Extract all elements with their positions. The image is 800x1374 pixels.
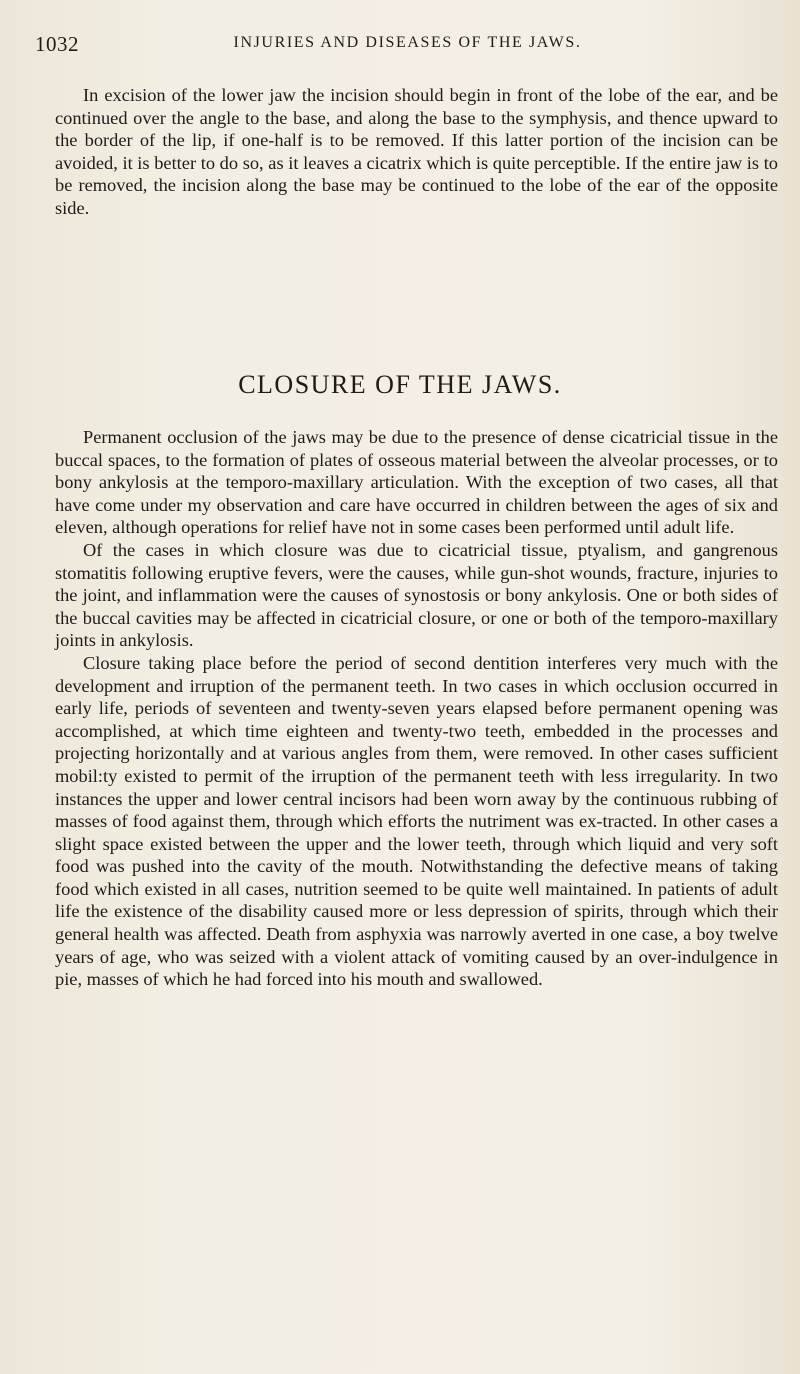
section-text-block — [55, 426, 778, 991]
running-header — [35, 32, 780, 58]
paragraph: In excision of the lower jaw the incision should begin in front of the lobe of the ear, and be continued over the angle to the base, and along the base to the symphysis, and thence upward to the border of the lip, if one-half is to be removed. If this latter portion of the incision can be avoided, it is better to do so, as it leaves a cicatrix which is quite perceptible. If the entire jaw is to be removed, the incision along the base may be continued to the lobe of the ear of the opposite side. — [55, 85, 778, 218]
paragraph: Of the cases in which closure was due to cicatricial tissue, ptyalism, and gangrenous stomatitis following eruptive fevers, were the causes, while gun-shot wounds, fracture, injuries to the joint, and inflammation were the causes of synostosis or bony ankylosis. One or both sides of the buccal cavities may be affected in cicatricial closure, or one or both of the temporo-maxillary joints in ankylosis. — [55, 539, 778, 651]
paragraph: Closure taking place before the period of second dentition interferes very much with the development and irruption of the permanent teeth. In two cases in which occlusion occurred in early life, periods of seventeen and twenty-seven years elapsed before permanent opening was accomplished, at which time eighteen and twenty-two teeth, embedded in the processes and projecting horizontally and at various angles from them, were removed. In other cases sufficient mobil:ty existed to permit of the irruption of the permanent teeth with less irregularity. In two instances the upper and lower central incisors had been worn away by the continuous rubbing of masses of food against them, through which efforts the nutriment was ex-tracted. In other cases a slight space existed between the upper and the lower teeth, through which liquid and very soft food was pushed into the cavity of the mouth. Notwithstanding the defective means of taking food which existed in all cases, nutrition seemed to be quite well maintained. In patients of adult life the existence of the disability caused more or less depression of spirits, through which their general health was affected. Death from asphyxia was narrowly averted in one case, a boy twelve years of age, who was seized with a violent attack of vomiting caused by an over-indulgence in pie, masses of which he had forced into his mouth and swallowed. — [55, 652, 778, 990]
running-title: INJURIES AND DISEASES OF THE JAWS. — [233, 34, 582, 51]
page-number: 1032 — [35, 32, 79, 56]
paragraph: Permanent occlusion of the jaws may be due to the presence of dense cicatricial tissue in the buccal spaces, to the formation of plates of osseous material between the alveolar processes, or to bony ankylosis at the temporo-maxillary articulation. With the exception of two cases, all that have come under my observation and care have occurred in children between the ages of six and eleven, although operations for relief have not in some cases been performed until adult life. — [55, 427, 778, 538]
section-heading: CLOSURE OF THE JAWS. — [238, 370, 562, 399]
intro-text-block — [55, 84, 778, 220]
